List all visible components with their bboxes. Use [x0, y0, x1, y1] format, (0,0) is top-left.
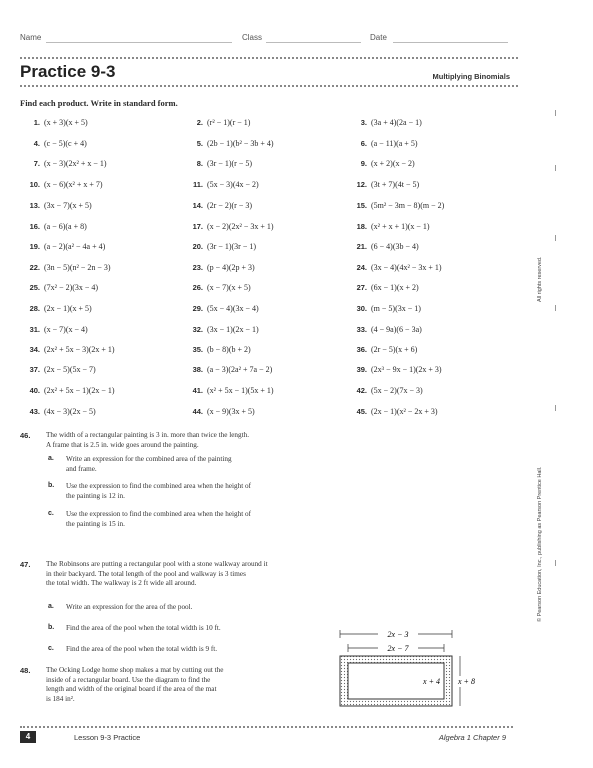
exercise-expression: (7x² − 2)(3x − 4) — [44, 283, 99, 292]
exercise-expression: (x + 3)(x + 5) — [44, 118, 88, 127]
exercise-item — [20, 159, 107, 168]
exercise-expression: (6x − 1)(x + 2) — [371, 283, 419, 292]
exercise-number: 18. — [356, 222, 367, 231]
exercise-expression: (c − 5)(c + 4) — [44, 139, 87, 148]
exercise-number: 25. — [29, 283, 40, 292]
top-divider — [20, 57, 518, 59]
page-title: Practice 9-3 — [20, 62, 116, 81]
part-text: Write an expression for the area of the pool. — [66, 603, 193, 611]
exercise-item — [20, 242, 105, 251]
exercise-number: 14. — [192, 201, 203, 210]
exercise-number: 23. — [192, 263, 203, 272]
margin-mark — [555, 305, 556, 311]
exercise-item — [20, 263, 111, 272]
exercise-row — [20, 180, 510, 194]
exercise-number: 42. — [356, 386, 367, 395]
exercise-expression: (5x − 3)(4x − 2) — [207, 180, 259, 189]
exercise-expression: (2x − 5)(5x − 7) — [44, 365, 96, 374]
exercise-number: 36. — [356, 345, 367, 354]
instructions: Find each product. Write in standard form. — [20, 98, 178, 108]
exercise-item — [20, 345, 115, 354]
margin-mark — [555, 560, 556, 566]
exercise-expression: (2x³ − 9x − 1)(2x + 3) — [371, 365, 442, 374]
exercise-item — [20, 222, 87, 231]
page-subtitle: Multiplying Binomials — [432, 72, 510, 81]
exercise-item — [183, 118, 250, 127]
exercise-item — [347, 118, 422, 127]
exercise-item — [20, 201, 92, 210]
exercise-number: 22. — [29, 263, 40, 272]
exercise-item — [183, 407, 255, 416]
exercise-item — [20, 407, 96, 416]
problem-number: 48. — [20, 666, 31, 675]
exercise-number: 29. — [192, 304, 203, 313]
exercise-expression: (3x − 4)(4x² − 3x + 1) — [371, 263, 442, 272]
exercise-expression: (3a + 4)(2a − 1) — [371, 118, 422, 127]
exercise-row — [20, 386, 510, 400]
exercise-item — [347, 242, 419, 251]
problem-text: The width of a rectangular painting is 3 in. more than twice the length. — [46, 431, 249, 439]
part-label: b. — [48, 624, 55, 631]
exercise-item — [183, 222, 274, 231]
exercise-row — [20, 159, 510, 173]
outer-length-label: 2x − 3 — [387, 630, 409, 639]
problem-text: the total width. The walkway is 2 ft wide all around. — [46, 579, 197, 587]
exercise-number: 39. — [356, 365, 367, 374]
problem-number: 47. — [20, 560, 31, 569]
exercise-number: 30. — [356, 304, 367, 313]
part-label: c. — [48, 645, 54, 652]
margin-mark — [555, 110, 556, 116]
inner-length-label: 2x − 7 — [387, 644, 409, 653]
exercise-row — [20, 365, 510, 379]
exercise-item — [183, 283, 251, 292]
exercise-expression: (b − 8)(b + 2) — [207, 345, 251, 354]
exercise-expression: (3r − 1)(3r − 1) — [207, 242, 257, 251]
exercise-number: 16. — [29, 222, 40, 231]
exercise-number: 10. — [29, 180, 40, 189]
problem-text: in their backyard. The total length of the pool and walkway is 3 times — [46, 569, 246, 578]
part-text: the painting is 12 in. — [66, 491, 125, 500]
exercise-expression: (x − 9)(3x + 5) — [207, 407, 255, 416]
exercise-item — [347, 201, 444, 210]
part-text: the painting is 15 in. — [66, 519, 125, 528]
exercise-item — [20, 139, 87, 148]
exercise-expression: (2x² + 5x − 3)(2x + 1) — [44, 345, 115, 354]
exercise-expression: (4 − 9a)(6 − 3a) — [371, 325, 422, 334]
exercise-item — [183, 139, 274, 148]
date-label: Date — [370, 33, 387, 42]
part-text: Use the expression to find the combined area when the height of — [66, 510, 252, 518]
exercise-number: 1. — [33, 118, 40, 127]
exercise-item — [20, 304, 92, 313]
exercise-number: 32. — [192, 325, 203, 334]
exercise-expression: (x² + 5x − 1)(5x + 1) — [207, 386, 274, 395]
exercise-row — [20, 304, 510, 318]
problem-text: The Ocking Lodge home shop makes a mat by cutting out the — [46, 666, 224, 674]
exercise-expression: (x − 6)(x² + x + 7) — [44, 180, 103, 189]
exercise-expression: (4x − 3)(2x − 5) — [44, 407, 96, 416]
exercise-expression: (x + 2)(x − 2) — [371, 159, 415, 168]
part-text: Use the expression to find the combined area when the height of — [66, 482, 252, 490]
problem-text: inside of a rectangular board. Use the diagram to find the — [46, 675, 211, 684]
exercise-number: 4. — [33, 139, 40, 148]
problem-text: length and width of the original board if the area of the mat — [46, 685, 217, 693]
exercise-item — [347, 386, 423, 395]
exercise-item — [347, 345, 417, 354]
part-label: b. — [48, 482, 55, 489]
exercise-number: 17. — [192, 222, 203, 231]
exercise-number: 11. — [192, 180, 203, 189]
part-text: Write an expression for the combined area of the painting — [66, 455, 232, 463]
exercise-expression: (2r − 5)(x + 6) — [371, 345, 418, 354]
exercise-number: 26. — [192, 283, 203, 292]
exercise-item — [183, 304, 259, 313]
exercise-number: 35. — [192, 345, 203, 354]
exercise-expression: (2x − 1)(x² − 2x + 3) — [371, 407, 438, 416]
exercise-item — [347, 407, 438, 416]
exercise-number: 2. — [196, 118, 203, 127]
exercise-item — [183, 325, 259, 334]
exercise-number: 9. — [360, 159, 367, 168]
exercise-number: 20. — [192, 242, 203, 251]
footer-course: Algebra 1 Chapter 9 — [438, 733, 506, 742]
problem-text: A frame that is 2.5 in. wide goes around the painting. — [46, 440, 199, 449]
exercise-row — [20, 139, 510, 153]
exercise-row — [20, 222, 510, 236]
exercise-expression: (2r − 2)(r − 3) — [207, 201, 253, 210]
exercise-item — [183, 159, 252, 168]
part-label: a. — [48, 603, 54, 610]
exercise-expression: (r² − 1)(r − 1) — [207, 118, 251, 127]
exercise-number: 41. — [192, 386, 203, 395]
publisher-text: © Pearson Education, Inc., publishing as Pearson Prentice Hall. — [537, 466, 543, 622]
exercise-item — [347, 222, 430, 231]
exercise-expression: (a − 11)(a + 5) — [371, 139, 418, 148]
exercise-expression: (a − 2)(a² − 4a + 4) — [44, 242, 106, 251]
part-label: a. — [48, 455, 54, 462]
exercise-item — [347, 283, 419, 292]
exercise-expression: (x − 2)(2x² − 3x + 1) — [207, 222, 274, 231]
exercise-item — [183, 345, 251, 354]
exercise-expression: (5x − 4)(3x − 4) — [207, 304, 259, 313]
part-text: and frame. — [66, 464, 97, 473]
exercise-expression: (3x − 7)(x + 5) — [44, 201, 92, 210]
exercise-number: 38. — [192, 365, 203, 374]
problem-text: The Robinsons are putting a rectangular pool with a stone walkway around it — [46, 560, 268, 568]
part-label: c. — [48, 510, 54, 517]
exercise-expression: (x² + x + 1)(x − 1) — [371, 222, 430, 231]
exercise-row — [20, 345, 510, 359]
date-line[interactable] — [393, 42, 508, 43]
exercise-row — [20, 263, 510, 277]
exercise-number: 28. — [29, 304, 40, 313]
exercise-expression: (3r − 1)(r − 5) — [207, 159, 253, 168]
exercise-expression: (5m² − 3m − 8)(m − 2) — [371, 201, 445, 210]
exercise-number: 40. — [29, 386, 40, 395]
exercise-row — [20, 201, 510, 215]
mat-diagram — [322, 622, 487, 710]
exercise-number: 7. — [33, 159, 40, 168]
footer-divider — [20, 726, 513, 728]
name-label: Name — [20, 33, 42, 42]
exercise-number: 24. — [356, 263, 367, 272]
exercise-number: 6. — [360, 139, 367, 148]
exercise-item — [347, 139, 417, 148]
margin-mark — [555, 235, 556, 241]
footer-lesson: Lesson 9-3 Practice — [74, 733, 141, 742]
exercise-item — [183, 365, 272, 374]
part-text: Find the area of the pool when the total width is 10 ft. — [66, 624, 221, 632]
exercise-item — [20, 180, 103, 189]
class-line[interactable] — [266, 42, 361, 43]
exercise-expression: (5x − 2)(7x − 3) — [371, 386, 423, 395]
exercise-item — [183, 201, 252, 210]
exercise-expression: (3n − 5)(n² − 2n − 3) — [44, 263, 111, 272]
exercise-item — [347, 304, 421, 313]
exercise-item — [20, 118, 88, 127]
exercise-number: 8. — [196, 159, 203, 168]
exercise-row — [20, 118, 510, 132]
exercise-item — [347, 159, 415, 168]
inner-height-label: x + 4 — [423, 677, 440, 686]
problem-number: 46. — [20, 431, 31, 440]
exercise-row — [20, 325, 510, 339]
exercise-expression: (x − 7)(x + 5) — [207, 283, 251, 292]
exercise-row — [20, 242, 510, 256]
exercise-expression: (3x − 1)(2x − 1) — [207, 325, 259, 334]
exercise-item — [20, 386, 115, 395]
exercise-item — [347, 263, 442, 272]
title-divider — [20, 85, 518, 87]
exercise-number: 5. — [196, 139, 203, 148]
exercise-item — [183, 180, 259, 189]
exercise-number: 44. — [192, 407, 203, 416]
exercise-number: 27. — [356, 283, 367, 292]
exercise-expression: (2b − 1)(b² − 3b + 4) — [207, 139, 274, 148]
exercise-expression: (3t + 7)(4t − 5) — [371, 180, 420, 189]
margin-mark — [555, 405, 556, 411]
exercise-number: 3. — [360, 118, 367, 127]
exercise-expression: (6 − 4)(3b − 4) — [371, 242, 419, 251]
exercise-number: 34. — [29, 345, 40, 354]
exercise-expression: (p − 4)(2p + 3) — [207, 263, 255, 272]
exercise-number: 45. — [356, 407, 367, 416]
exercise-number: 43. — [29, 407, 40, 416]
exercise-number: 33. — [356, 325, 367, 334]
exercise-number: 19. — [29, 242, 40, 251]
exercise-number: 37. — [29, 365, 40, 374]
exercise-item — [183, 263, 255, 272]
class-label: Class — [242, 33, 263, 42]
exercise-number: 15. — [356, 201, 367, 210]
exercise-expression: (x − 7)(x − 4) — [44, 325, 88, 334]
exercise-expression: (2x − 1)(x + 5) — [44, 304, 92, 313]
margin-mark — [555, 165, 556, 171]
exercise-item — [347, 180, 419, 189]
exercise-item — [20, 283, 98, 292]
outer-height-label: x + 8 — [458, 677, 475, 686]
exercise-expression: (2x² + 5x − 1)(2x − 1) — [44, 386, 115, 395]
exercise-number: 12. — [356, 180, 367, 189]
exercise-number: 13. — [29, 201, 40, 210]
exercise-item — [347, 365, 442, 374]
exercise-row — [20, 283, 510, 297]
exercise-expression: (m − 5)(3x − 1) — [371, 304, 421, 313]
exercise-number: 21. — [356, 242, 367, 251]
exercise-item — [20, 365, 96, 374]
page-number: 4 — [20, 731, 36, 743]
exercise-expression: (a − 3)(2a² + 7a − 2) — [207, 365, 273, 374]
rights-text: All rights reserved. — [537, 256, 543, 302]
part-text: Find the area of the pool when the total width is 9 ft. — [66, 645, 218, 653]
exercise-number: 31. — [29, 325, 40, 334]
exercise-item — [347, 325, 422, 334]
exercise-item — [20, 325, 88, 334]
problem-text: is 184 in². — [46, 694, 75, 703]
name-line[interactable] — [46, 42, 232, 43]
exercise-item — [183, 386, 274, 395]
exercise-row — [20, 407, 510, 421]
exercise-expression: (x − 3)(2x² + x − 1) — [44, 159, 107, 168]
exercise-item — [183, 242, 256, 251]
exercise-expression: (a − 6)(a + 8) — [44, 222, 87, 231]
